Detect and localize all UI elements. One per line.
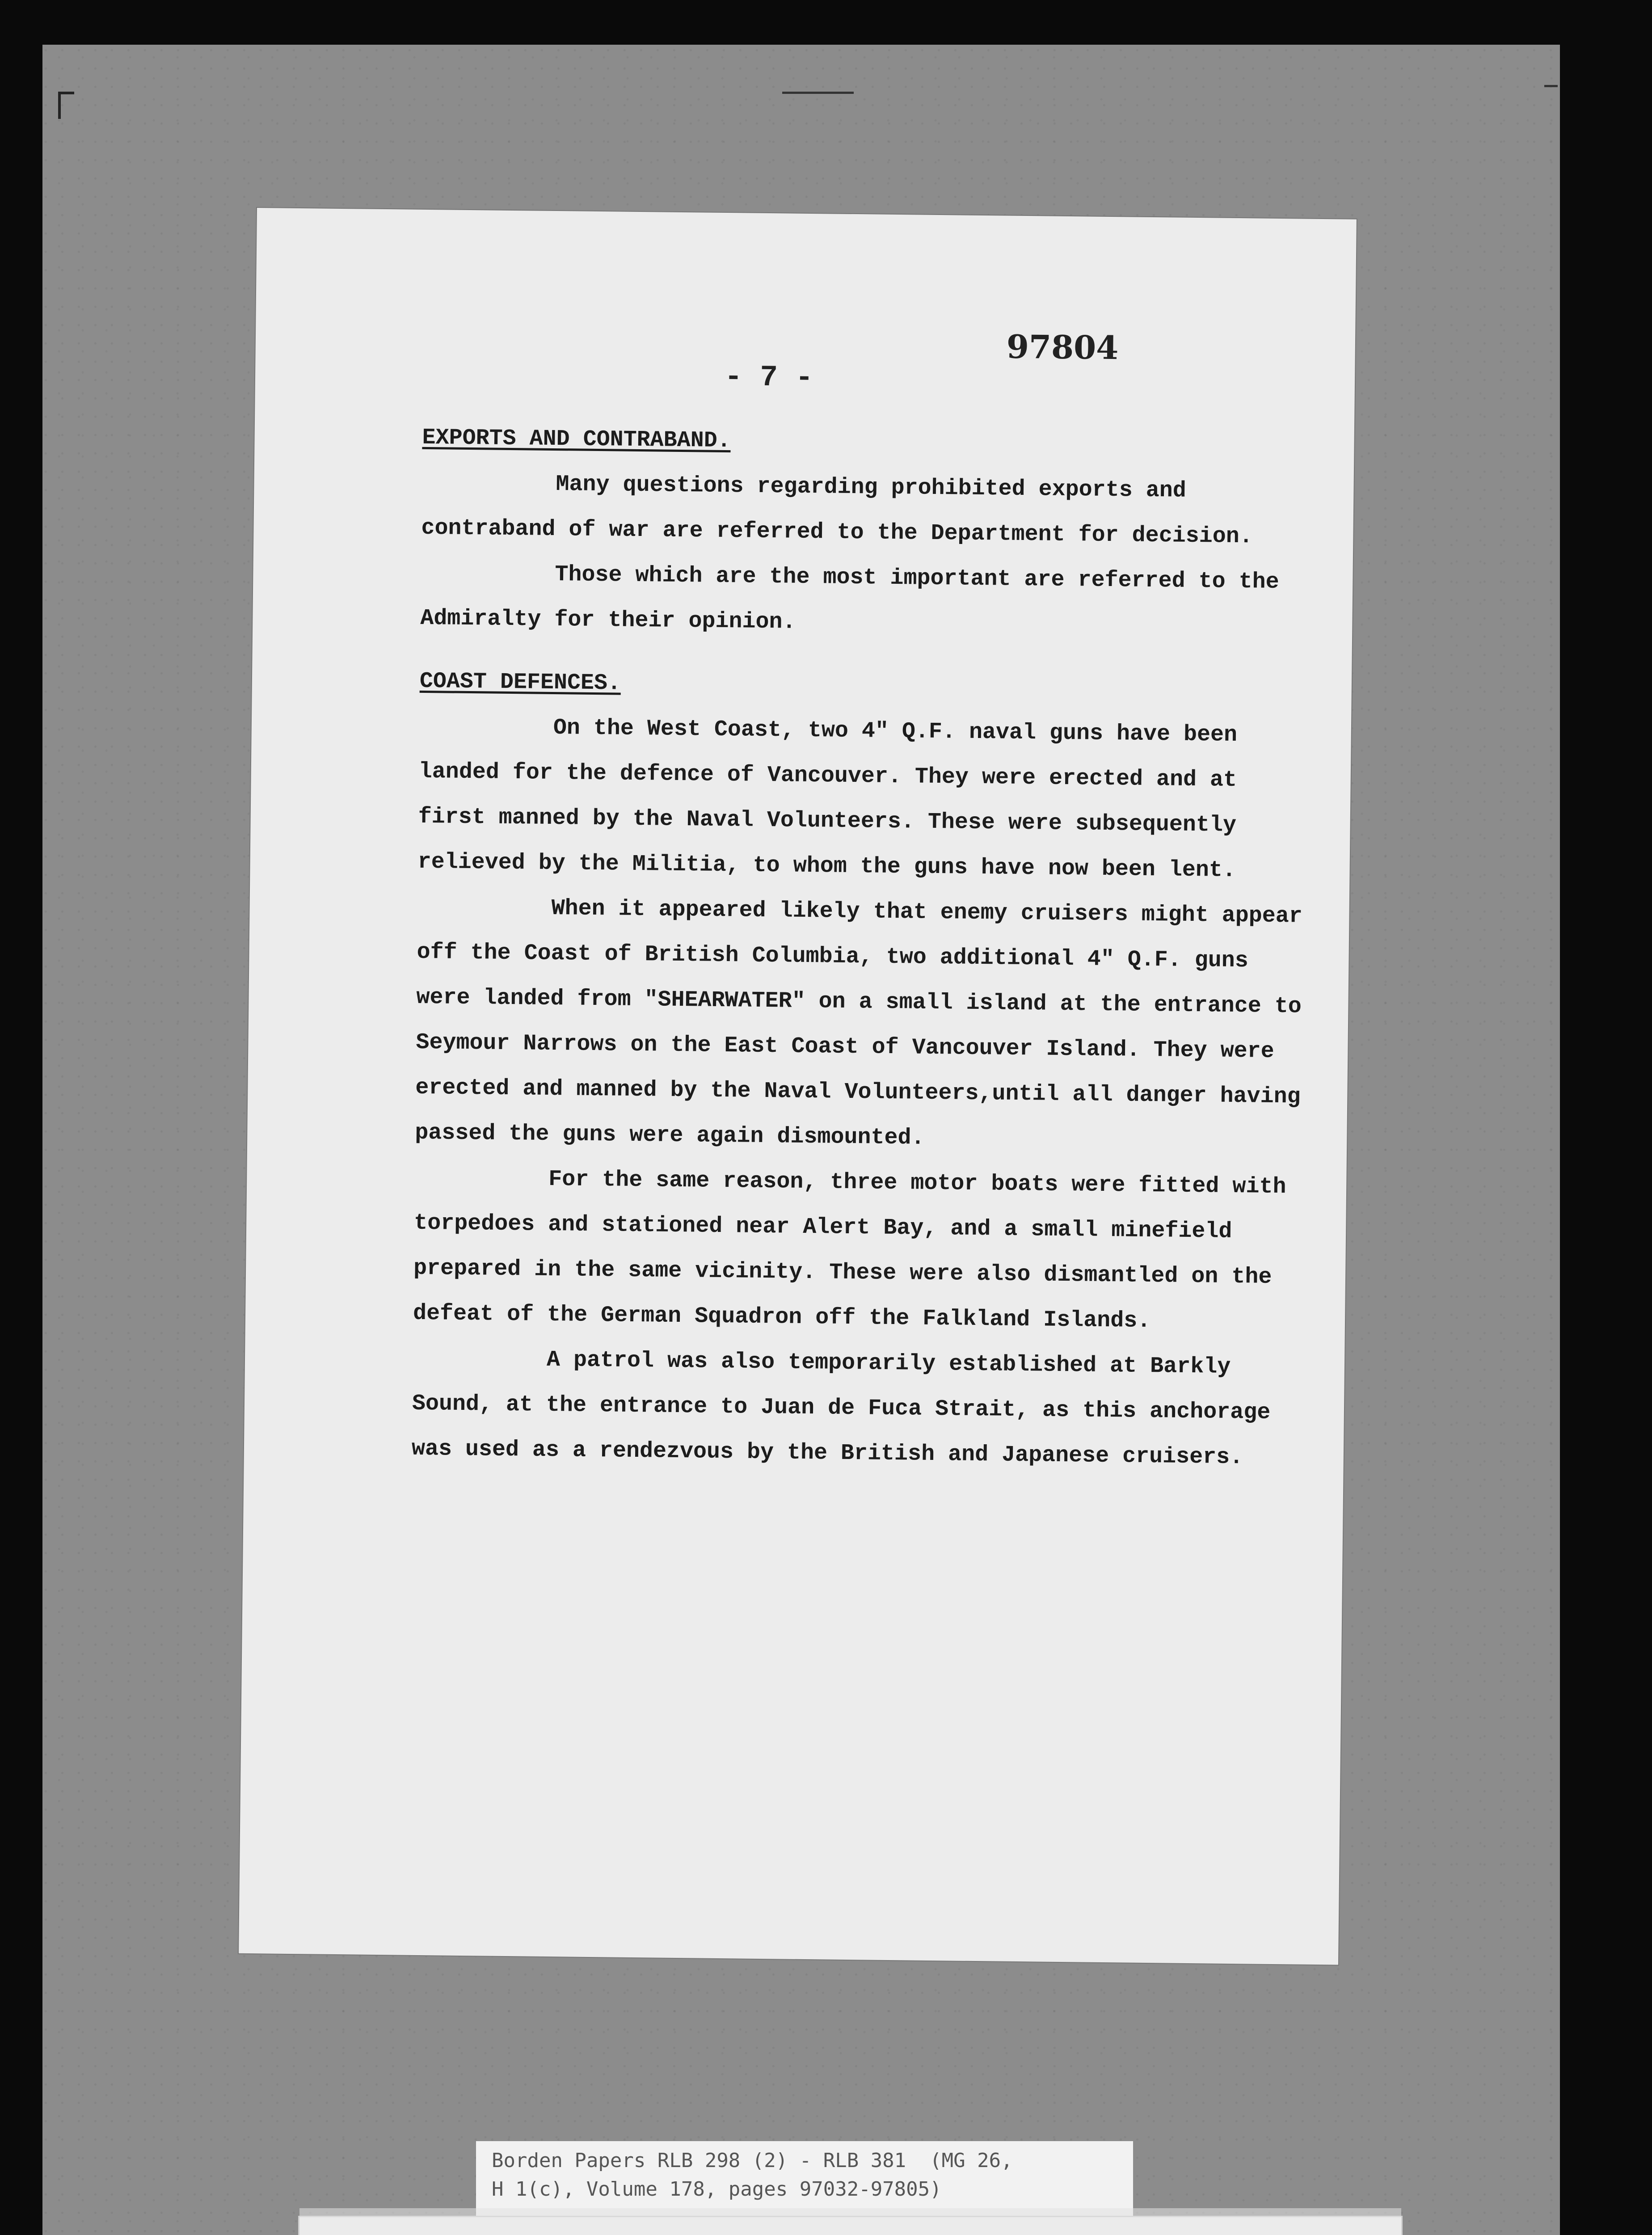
paragraph: For the same reason, three motor boats were fitted with torpedoes and stationed near Alert Bay, and a small minefield prepared in the same vicinity. These were also dismantled on the defeat of the German Squadron off the Falkland Islands. <box>413 1166 1286 1334</box>
frame-top-tick <box>782 92 854 94</box>
reference-label <box>476 2141 1133 2219</box>
section-heading: COAST DEFENCES. <box>419 668 621 696</box>
frame-corner-mark <box>58 92 74 119</box>
section-coast-defences <box>411 659 1318 1481</box>
paragraph: On the West Coast, two 4" Q.F. naval guns have been landed for the defence of Vancouver. They were erected and at first manned by the Naval Volunteers. These were subsequently relieved by the Militia, to whom the guns have now been lent. <box>417 715 1238 884</box>
page-id: 97804 <box>1006 327 1119 367</box>
paragraph: Many questions regarding prohibited exports and contraband of war are referred to the Department for decision. <box>421 472 1253 550</box>
page-number: - 7 - <box>724 360 813 395</box>
section-heading: EXPORTS AND CONTRABAND. <box>422 425 731 454</box>
reference-line-2: H 1(c), Volume 178, pages 97032-97805) <box>492 2178 942 2201</box>
reference-line-1: Borden Papers RLB 298 (2) - RLB 381 (MG 26, <box>492 2149 1013 2172</box>
paragraph: Those which are the most important are referred to the Admiralty for their opinion. <box>420 562 1279 635</box>
frame-right-tick <box>1544 85 1558 87</box>
typed-page <box>239 208 1357 1965</box>
adhesive-tape <box>299 2208 1401 2235</box>
page-body <box>411 415 1321 1481</box>
paragraph: A patrol was also temporarily established at Barkly Sound, at the entrance to Juan de Fuca Strait, as this anchorage was used as a rendezvous by the British and Japanese cruisers. <box>411 1347 1271 1471</box>
paragraph: When it appeared likely that enemy cruisers might appear off the Coast of British Columbia, two additional 4" Q.F. guns were landed from "SHEARWATER" on a small island at the entrance to Seymour Narrows on the East Coast of Vancouver Island. They were erected and manned by the Naval Volunteers,until all danger having passed the guns were again dismounted. <box>415 895 1303 1151</box>
section-exports <box>420 415 1321 650</box>
